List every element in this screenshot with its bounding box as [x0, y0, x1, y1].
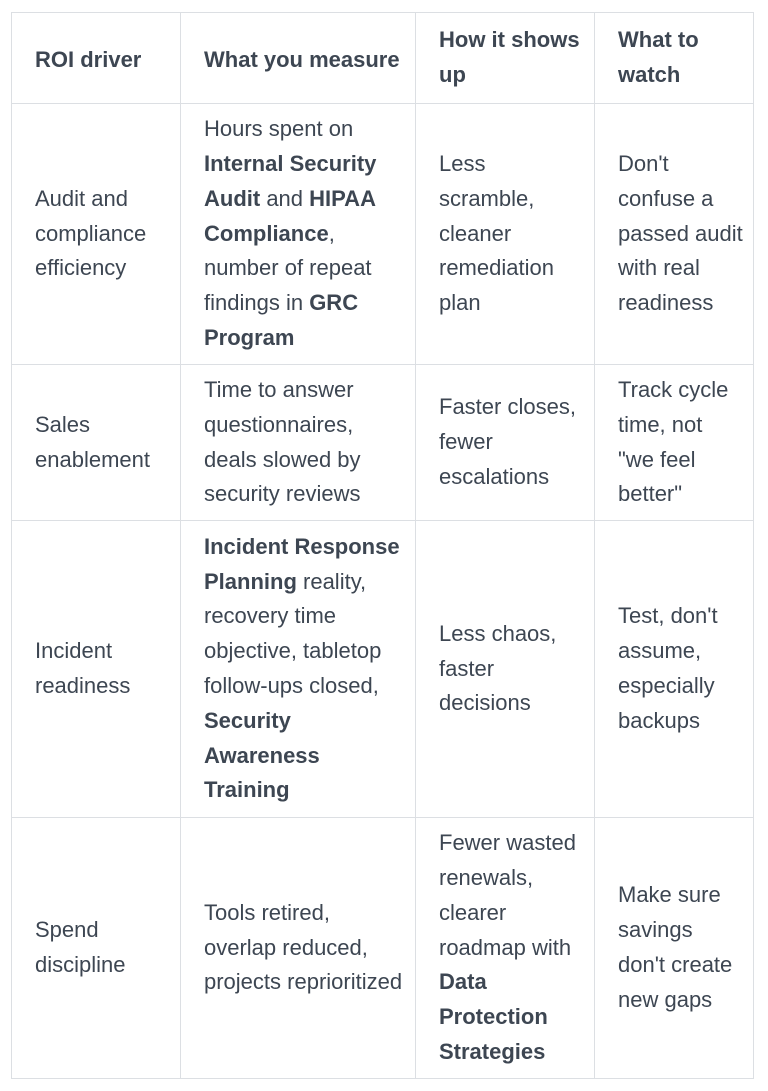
roi-table	[11, 12, 754, 1079]
cell-what-you-measure: Tools retired, overlap reduced, projects reprioritized	[181, 818, 416, 1079]
cell-what-you-measure: Time to answer questionnaires, deals slowed by security reviews	[181, 365, 416, 521]
cell-what-to-watch: Make sure savings don't create new gaps	[595, 818, 754, 1079]
cell-roi-driver: Sales enablement	[12, 365, 181, 521]
table-row	[12, 521, 754, 818]
cell-roi-driver: Incident readiness	[12, 521, 181, 818]
cell-what-you-measure: Hours spent on Internal Security Audit and HIPAA Compliance, number of repeat findings in GRC Program	[181, 104, 416, 365]
header-how-it-shows-up: How it shows up	[416, 13, 595, 104]
table-header-row	[12, 13, 754, 104]
cell-roi-driver: Spend discipline	[12, 818, 181, 1079]
cell-what-to-watch: Don't confuse a passed audit with real readiness	[595, 104, 754, 365]
header-what-you-measure: What you measure	[181, 13, 416, 104]
table-row	[12, 365, 754, 521]
cell-how-it-shows-up: Faster closes, fewer escalations	[416, 365, 595, 521]
cell-how-it-shows-up: Less chaos, faster decisions	[416, 521, 595, 818]
cell-what-you-measure: Incident Response Planning reality, recovery time objective, tabletop follow-ups closed, Security Awareness Training	[181, 521, 416, 818]
table-row	[12, 818, 754, 1079]
cell-roi-driver: Audit and compliance efficiency	[12, 104, 181, 365]
cell-how-it-shows-up: Less scramble, cleaner remediation plan	[416, 104, 595, 365]
table-row	[12, 104, 754, 365]
header-roi-driver: ROI driver	[12, 13, 181, 104]
cell-what-to-watch: Test, don't assume, especially backups	[595, 521, 754, 818]
cell-what-to-watch: Track cycle time, not "we feel better"	[595, 365, 754, 521]
header-what-to-watch: What to watch	[595, 13, 754, 104]
cell-how-it-shows-up: Fewer wasted renewals, clearer roadmap with Data Protection Strategies	[416, 818, 595, 1079]
